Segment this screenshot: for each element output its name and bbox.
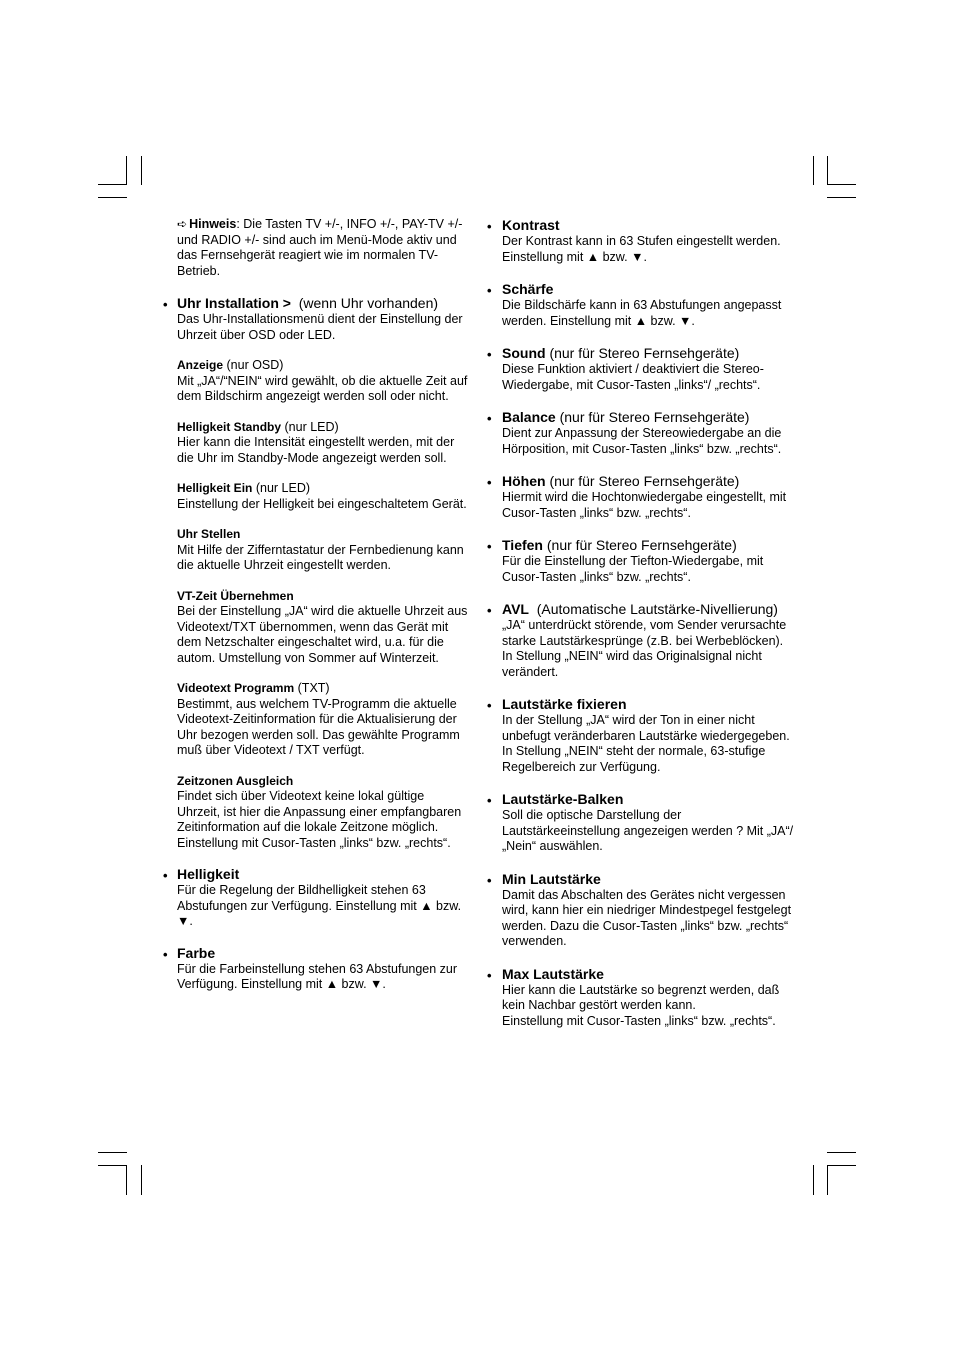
- crop-mark: [98, 197, 127, 198]
- crop-mark: [141, 156, 142, 185]
- bullet-icon: •: [487, 603, 492, 618]
- bullet-icon: •: [487, 872, 492, 888]
- right-column: [487, 217, 797, 1045]
- subsection-uhr-stellen: Uhr Stellen Mit Hilfe der Zifferntastatur der Fernbedienung kann die aktuelle Uhrzeit eingestellt werden.: [177, 527, 464, 572]
- section-lautstaerke-fixieren: • Lautstärke fixieren In der Stellung „JA“ wird der Ton in einer nicht unbefugt veränderbaren Lautstärke wiedergegeben. In Stellung „NEIN“ steht der normale, 63-stufige Regelbereich zur Verfügung.: [487, 696, 790, 774]
- section-tiefen: • Tiefen (nur für Stereo Fernsehgeräte) Für die Einstellung der Tiefton-Wiedergabe, mit Cusor-Tasten „links“ bzw. „rechts“.: [487, 537, 764, 584]
- crop-mark: [827, 1165, 828, 1195]
- bullet-icon: •: [163, 868, 168, 883]
- section-helligkeit: • Helligkeit Für die Regelung der Bildhelligkeit stehen 63 Abstufungen zur Verfügung. Einstellung mit ▲ bzw. ▼.: [163, 866, 462, 928]
- crop-mark: [98, 1152, 127, 1153]
- crop-mark: [827, 184, 856, 185]
- arrow-right-icon: ➪: [177, 217, 188, 231]
- bullet-icon: •: [487, 967, 492, 983]
- section-sound: • Sound (nur für Stereo Fernsehgeräte) Diese Funktion aktiviert / deaktiviert die Stereo-Wiedergabe, mit Cusor-Tasten „links“/ „rechts“.: [487, 345, 764, 392]
- crop-mark: [813, 156, 814, 185]
- bullet-icon: •: [487, 283, 492, 298]
- hint-note: [163, 217, 468, 279]
- section-schaerfe: • Schärfe Die Bildschärfe kann in 63 Abstufungen angepasst werden. Einstellung mit ▲ bzw. ▼.: [487, 281, 782, 328]
- section-uhr-installation: [163, 295, 468, 851]
- section-avl: • AVL (Automatische Lautstärke-Nivellierung) „JA“ unterdrückt störende, vom Sender verursachte starke Lautstärkesprünge (z.B. bei Werbeblöcken). In Stellung „NEIN“ wird das Originalsignal nicht verändert.: [487, 601, 787, 679]
- bullet-icon: •: [487, 347, 492, 362]
- section-max-lautstaerke: • Max Lautstärke Hier kann die Lautstärke so begrenzt werden, daß kein Nachbar gestört werden kann. Einstellung mit Cusor-Tasten „links“ bzw. „rechts“.: [487, 965, 780, 1028]
- subsection-anzeige: Anzeige (nur OSD) Mit „JA“/“NEIN“ wird gewählt, ob die aktuelle Zeit auf dem Bildschirm angezeigt werden soll oder nicht.: [177, 358, 468, 403]
- left-column: [163, 217, 468, 1008]
- crop-mark: [827, 1152, 856, 1153]
- section-hoehen: • Höhen (nur für Stereo Fernsehgeräte) Hiermit wird die Hochtonwiedergabe eingestellt, mit Cusor-Tasten „links“ bzw. „rechts“.: [487, 473, 787, 520]
- subsection-vt-zeit: VT-Zeit Übernehmen Bei der Einstellung „JA“ wird die aktuelle Uhrzeit aus Videotext/TXT übernommen, wenn das Gerät mit dem Netzschalter eingeschaltet wird, u.a. für die autom. Umstellung von Sommer auf Winterzeit.: [177, 588, 468, 665]
- subsection-helligkeit-ein: Helligkeit Ein (nur LED) Einstellung der Helligkeit bei eingeschaltetem Gerät.: [177, 481, 467, 511]
- hint-label: Hinweis: [189, 217, 237, 231]
- section-heading: Uhr Installation > (wenn Uhr vorhanden): [177, 295, 439, 311]
- crop-mark: [98, 1165, 127, 1166]
- section-kontrast: • Kontrast Der Kontrast kann in 63 Stufen eingestellt werden. Einstellung mit ▲ bzw. ▼.: [487, 217, 781, 264]
- bullet-icon: •: [487, 539, 492, 554]
- bullet-icon: •: [163, 297, 168, 312]
- crop-mark: [141, 1165, 142, 1195]
- crop-mark: [813, 1165, 814, 1195]
- section-lautstaerke-balken: • Lautstärke-Balken Soll die optische Darstellung der Lautstärkeeinstellung angezeigen werden ? Mit „JA“/ „Nein“ auswählen.: [487, 791, 794, 853]
- crop-mark: [827, 156, 828, 185]
- bullet-icon: •: [487, 698, 492, 713]
- section-farbe: • Farbe Für die Farbeinstellung stehen 63 Abstufungen zur Verfügung. Einstellung mit ▲ bzw. ▼.: [163, 944, 458, 991]
- crop-mark: [827, 197, 856, 198]
- bullet-icon: •: [487, 219, 492, 234]
- bullet-icon: •: [487, 793, 492, 808]
- bullet-icon: •: [487, 475, 492, 490]
- section-balance: • Balance (nur für Stereo Fernsehgeräte) Dient zur Anpassung der Stereowiedergabe an die Hörposition, mit Cusor-Tasten „links“ bzw. „rechts“.: [487, 409, 782, 456]
- subsection-videotext-programm: Videotext Programm (TXT) Bestimmt, aus welchem TV-Programm die aktuelle Videotext-Zeitinformation für die Aktualisierung der Uhr bezogen werden soll. Das gewählte Programm muß über Videotext / TXT verfügt.: [177, 681, 460, 757]
- crop-mark: [827, 1165, 856, 1166]
- crop-mark: [126, 1165, 127, 1195]
- subsection-helligkeit-standby: Helligkeit Standby (nur LED) Hier kann die Intensität eingestellt werden, mit der die Uhr im Standby-Mode angezeigt werden soll.: [177, 419, 455, 465]
- crop-mark: [126, 156, 127, 185]
- subsection-zeitzonen: Zeitzonen Ausgleich Findet sich über Videotext keine lokal gültige Uhrzeit, ist hier die Anpassung einer empfangbaren Zeitinformation auf die lokale Zeitzone möglich. Einstellung mit Cusor-Tasten „links“ bzw. „rechts“.: [177, 773, 462, 850]
- section-body: Das Uhr-Installationsmenü dient der Einstellung der Uhrzeit über OSD oder LED.: [177, 312, 463, 342]
- bullet-icon: •: [163, 946, 168, 962]
- section-min-lautstaerke: • Min Lautstärke Damit das Abschalten des Gerätes nicht vergessen wird, kann hier ein niedriger Mindestpegel festgelegt werden. Dazu die Cusor-Tasten „links“ bzw. „rechts“ verwenden.: [487, 870, 792, 948]
- hint-text: : Die Tasten TV +/-, INFO +/-, PAY-TV +/- und RADIO +/- sind auch im Menü-Mode aktiv und das Fernsehgerät reagiert wie im normalen TV-Betrieb.: [177, 217, 463, 278]
- bullet-icon: •: [487, 411, 492, 426]
- crop-mark: [98, 184, 127, 185]
